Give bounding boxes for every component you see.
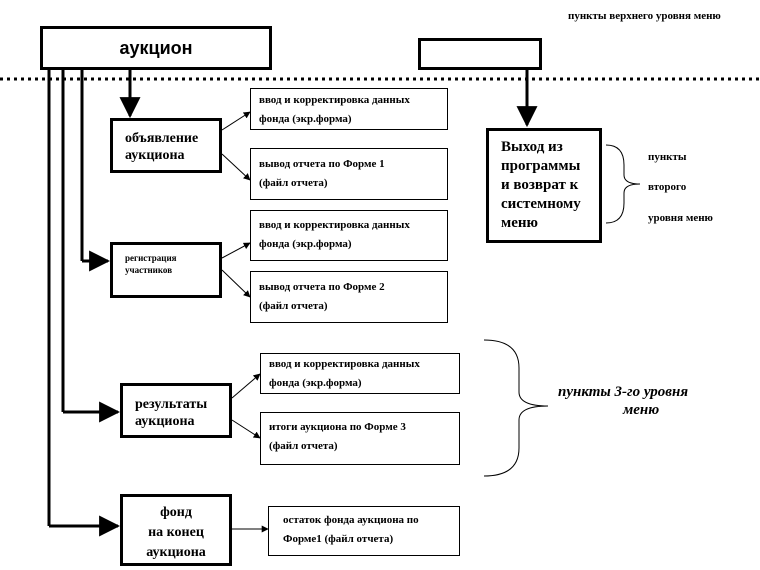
exit-program-label: Выход из программы и возврат к системному меню <box>501 139 581 231</box>
announcement-menu-item[interactable] <box>110 118 222 173</box>
announcement-label: объявление аукциона <box>125 131 199 163</box>
results-menu-item[interactable] <box>120 383 232 438</box>
level3-note-line2: меню <box>623 402 660 418</box>
res-report-label: итоги аукциона по Форме 3 (файл отчета) <box>269 421 406 452</box>
registration-label: регистрация участников <box>125 253 177 275</box>
level2-brace <box>606 145 640 223</box>
fund-end-menu-item[interactable] <box>120 494 232 566</box>
level2-note-line2: второго <box>648 181 687 193</box>
level3-note-line1: пункты 3-го уровня <box>558 384 689 400</box>
arrow-reg-report <box>222 270 250 297</box>
reg-report-label: вывод отчета по Форме 2 (файл отчета) <box>259 281 385 312</box>
top-menu-item-right[interactable] <box>418 38 542 70</box>
reg-input-label: ввод и корректировка данных фонда (экр.форма) <box>259 219 410 250</box>
ann-input-menu-item[interactable] <box>250 88 448 130</box>
ann-input-label: ввод и корректировка данных фонда (экр.форма) <box>259 94 410 125</box>
res-input-menu-item[interactable] <box>260 353 460 394</box>
level2-note-line1: пункты <box>648 151 687 163</box>
reg-report-menu-item[interactable] <box>250 271 448 323</box>
arrow-ann-report <box>222 154 250 180</box>
registration-menu-item[interactable] <box>110 242 222 298</box>
arrow-reg-input <box>222 243 250 258</box>
arrow-res-input <box>232 374 260 398</box>
res-input-label: ввод и корректировка данных фонда (экр.форма) <box>269 358 420 389</box>
reg-input-menu-item[interactable] <box>250 210 448 261</box>
top-level-note: пункты верхнего уровня меню <box>568 10 721 22</box>
level2-note-line3: уровня меню <box>648 212 713 224</box>
res-report-menu-item[interactable] <box>260 412 460 465</box>
results-label: результаты аукциона <box>135 397 208 429</box>
auction-menu-item[interactable] <box>40 26 272 70</box>
fund-end-label: фонд на конец аукциона <box>146 505 206 560</box>
arrow-ann-input <box>222 112 250 130</box>
fund-report-menu-item[interactable] <box>268 506 460 556</box>
ann-report-menu-item[interactable] <box>250 148 448 200</box>
level3-brace <box>484 340 548 476</box>
fund-report-label: остаток фонда аукциона по Форме1 (файл отчета) <box>283 514 419 545</box>
ann-report-label: вывод отчета по Форме 1 (файл отчета) <box>259 158 385 189</box>
exit-program-box[interactable] <box>486 128 602 243</box>
auction-menu-label: аукцион <box>119 38 193 58</box>
arrow-res-report <box>232 420 260 438</box>
